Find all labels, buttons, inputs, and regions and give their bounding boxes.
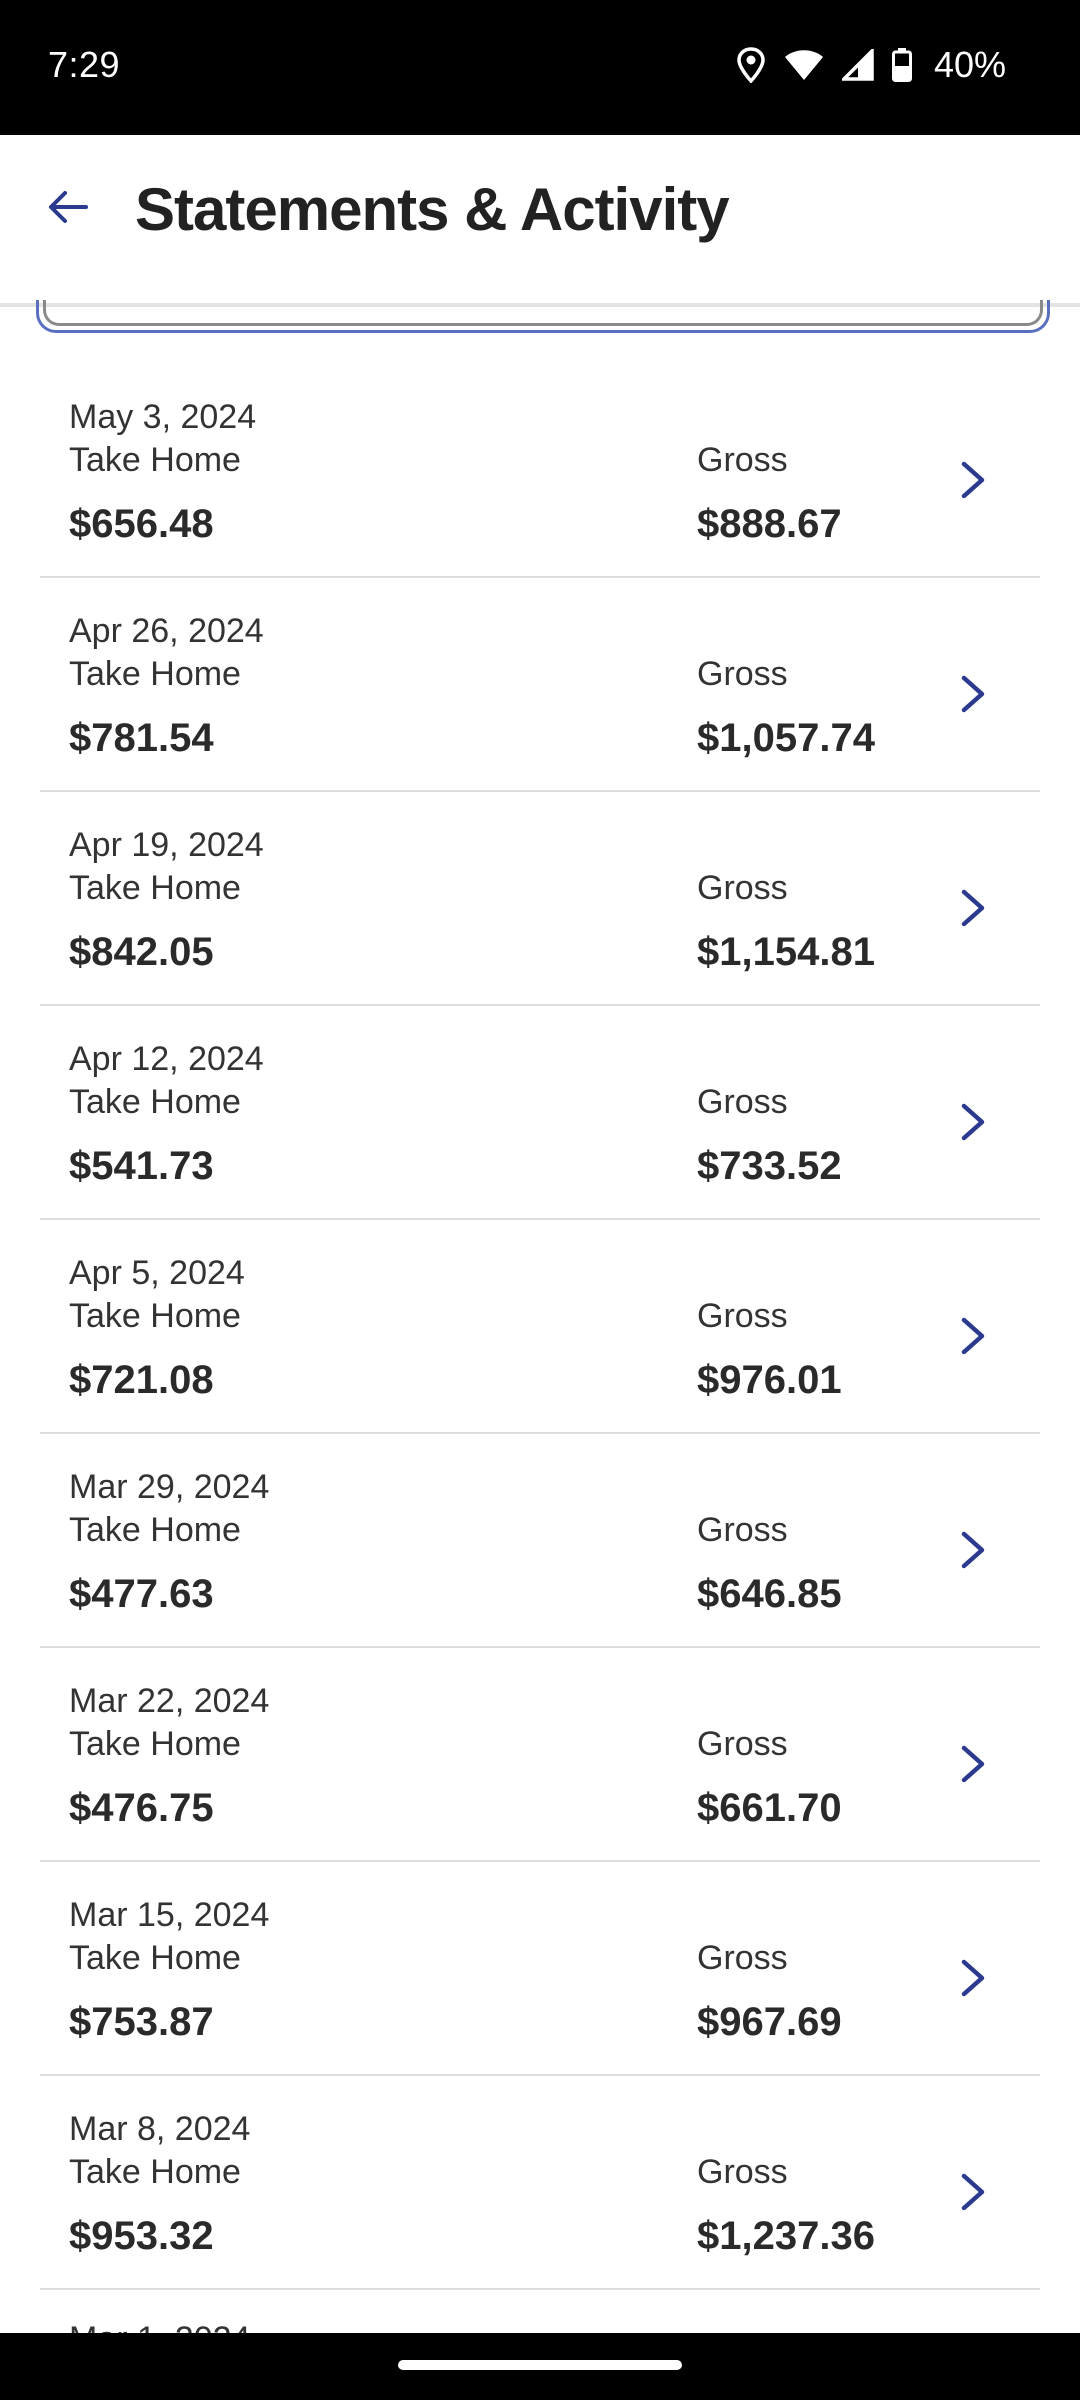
gross-amount: $1,237.36 xyxy=(697,2214,875,2258)
statement-row[interactable] xyxy=(40,578,1040,792)
statement-row[interactable] xyxy=(40,792,1040,1006)
chevron-right-icon xyxy=(958,1956,988,2000)
battery-icon xyxy=(892,48,912,82)
gross-amount: $733.52 xyxy=(697,1144,842,1188)
statement-list xyxy=(0,364,1080,2350)
gross-label: Gross xyxy=(697,1297,788,1335)
wifi-icon xyxy=(784,49,824,81)
gross-label: Gross xyxy=(697,1083,788,1121)
chevron-right-icon xyxy=(958,458,988,502)
take-home-amount: $842.05 xyxy=(69,930,214,974)
chevron-right-icon xyxy=(958,672,988,716)
take-home-amount: $477.63 xyxy=(69,1572,214,1616)
chevron-right-icon xyxy=(958,1100,988,1144)
statement-row[interactable] xyxy=(40,1648,1040,1862)
statement-date: Mar 8, 2024 xyxy=(69,2110,251,2148)
take-home-amount: $953.32 xyxy=(69,2214,214,2258)
chevron-right-icon xyxy=(958,1742,988,1786)
statement-row[interactable] xyxy=(40,1006,1040,1220)
take-home-label: Take Home xyxy=(69,2153,241,2191)
statement-date: Apr 5, 2024 xyxy=(69,1254,245,1292)
gross-amount: $661.70 xyxy=(697,1786,842,1830)
take-home-label: Take Home xyxy=(69,869,241,907)
take-home-amount: $541.73 xyxy=(69,1144,214,1188)
gross-label: Gross xyxy=(697,2153,788,2191)
gross-label: Gross xyxy=(697,1939,788,1977)
navigation-bar xyxy=(0,2333,1080,2400)
status-bar xyxy=(0,0,1080,135)
take-home-label: Take Home xyxy=(69,441,241,479)
take-home-label: Take Home xyxy=(69,1083,241,1121)
gross-label: Gross xyxy=(697,1511,788,1549)
take-home-amount: $781.54 xyxy=(69,716,214,760)
take-home-label: Take Home xyxy=(69,1939,241,1977)
take-home-label: Take Home xyxy=(69,655,241,693)
chevron-right-icon xyxy=(958,1314,988,1358)
statement-date: Mar 29, 2024 xyxy=(69,1468,270,1506)
gross-label: Gross xyxy=(697,1725,788,1763)
take-home-amount: $656.48 xyxy=(69,502,214,546)
filter-box[interactable] xyxy=(36,300,1050,333)
take-home-label: Take Home xyxy=(69,1511,241,1549)
arrow-left-icon xyxy=(48,189,88,230)
cell-signal-icon xyxy=(842,49,874,81)
take-home-amount: $476.75 xyxy=(69,1786,214,1830)
battery-percent: 40% xyxy=(933,44,1006,85)
gross-amount: $646.85 xyxy=(697,1572,842,1616)
filter-box-inner xyxy=(43,300,1043,326)
gross-amount: $1,154.81 xyxy=(697,930,875,974)
chevron-right-icon xyxy=(958,2170,988,2214)
take-home-amount: $721.08 xyxy=(69,1358,214,1402)
statement-date: Apr 12, 2024 xyxy=(69,1040,264,1078)
statement-row[interactable] xyxy=(40,1220,1040,1434)
gross-label: Gross xyxy=(697,655,788,693)
statement-row[interactable] xyxy=(40,2076,1040,2290)
status-time: 7:29 xyxy=(48,44,121,85)
gross-amount: $976.01 xyxy=(697,1358,842,1402)
statement-date: May 3, 2024 xyxy=(69,398,257,436)
statement-row[interactable] xyxy=(40,1434,1040,1648)
status-icons xyxy=(736,44,1006,86)
location-icon xyxy=(736,47,766,83)
chevron-right-icon xyxy=(958,886,988,930)
gross-amount: $1,057.74 xyxy=(697,716,875,760)
gross-amount: $888.67 xyxy=(697,502,842,546)
back-button[interactable] xyxy=(40,181,96,237)
statement-date: Mar 15, 2024 xyxy=(69,1896,270,1934)
take-home-amount: $753.87 xyxy=(69,2000,214,2044)
statement-date: Apr 26, 2024 xyxy=(69,612,264,650)
page-title: Statements & Activity xyxy=(135,176,729,243)
home-gesture-handle[interactable] xyxy=(398,2360,682,2370)
chevron-right-icon xyxy=(958,1528,988,1572)
app-bar xyxy=(0,135,1080,307)
take-home-label: Take Home xyxy=(69,1725,241,1763)
gross-label: Gross xyxy=(697,441,788,479)
statement-date: Apr 19, 2024 xyxy=(69,826,264,864)
statement-row[interactable] xyxy=(40,1862,1040,2076)
statement-row[interactable] xyxy=(40,364,1040,578)
gross-label: Gross xyxy=(697,869,788,907)
statement-date: Mar 22, 2024 xyxy=(69,1682,270,1720)
gross-amount: $967.69 xyxy=(697,2000,842,2044)
take-home-label: Take Home xyxy=(69,1297,241,1335)
